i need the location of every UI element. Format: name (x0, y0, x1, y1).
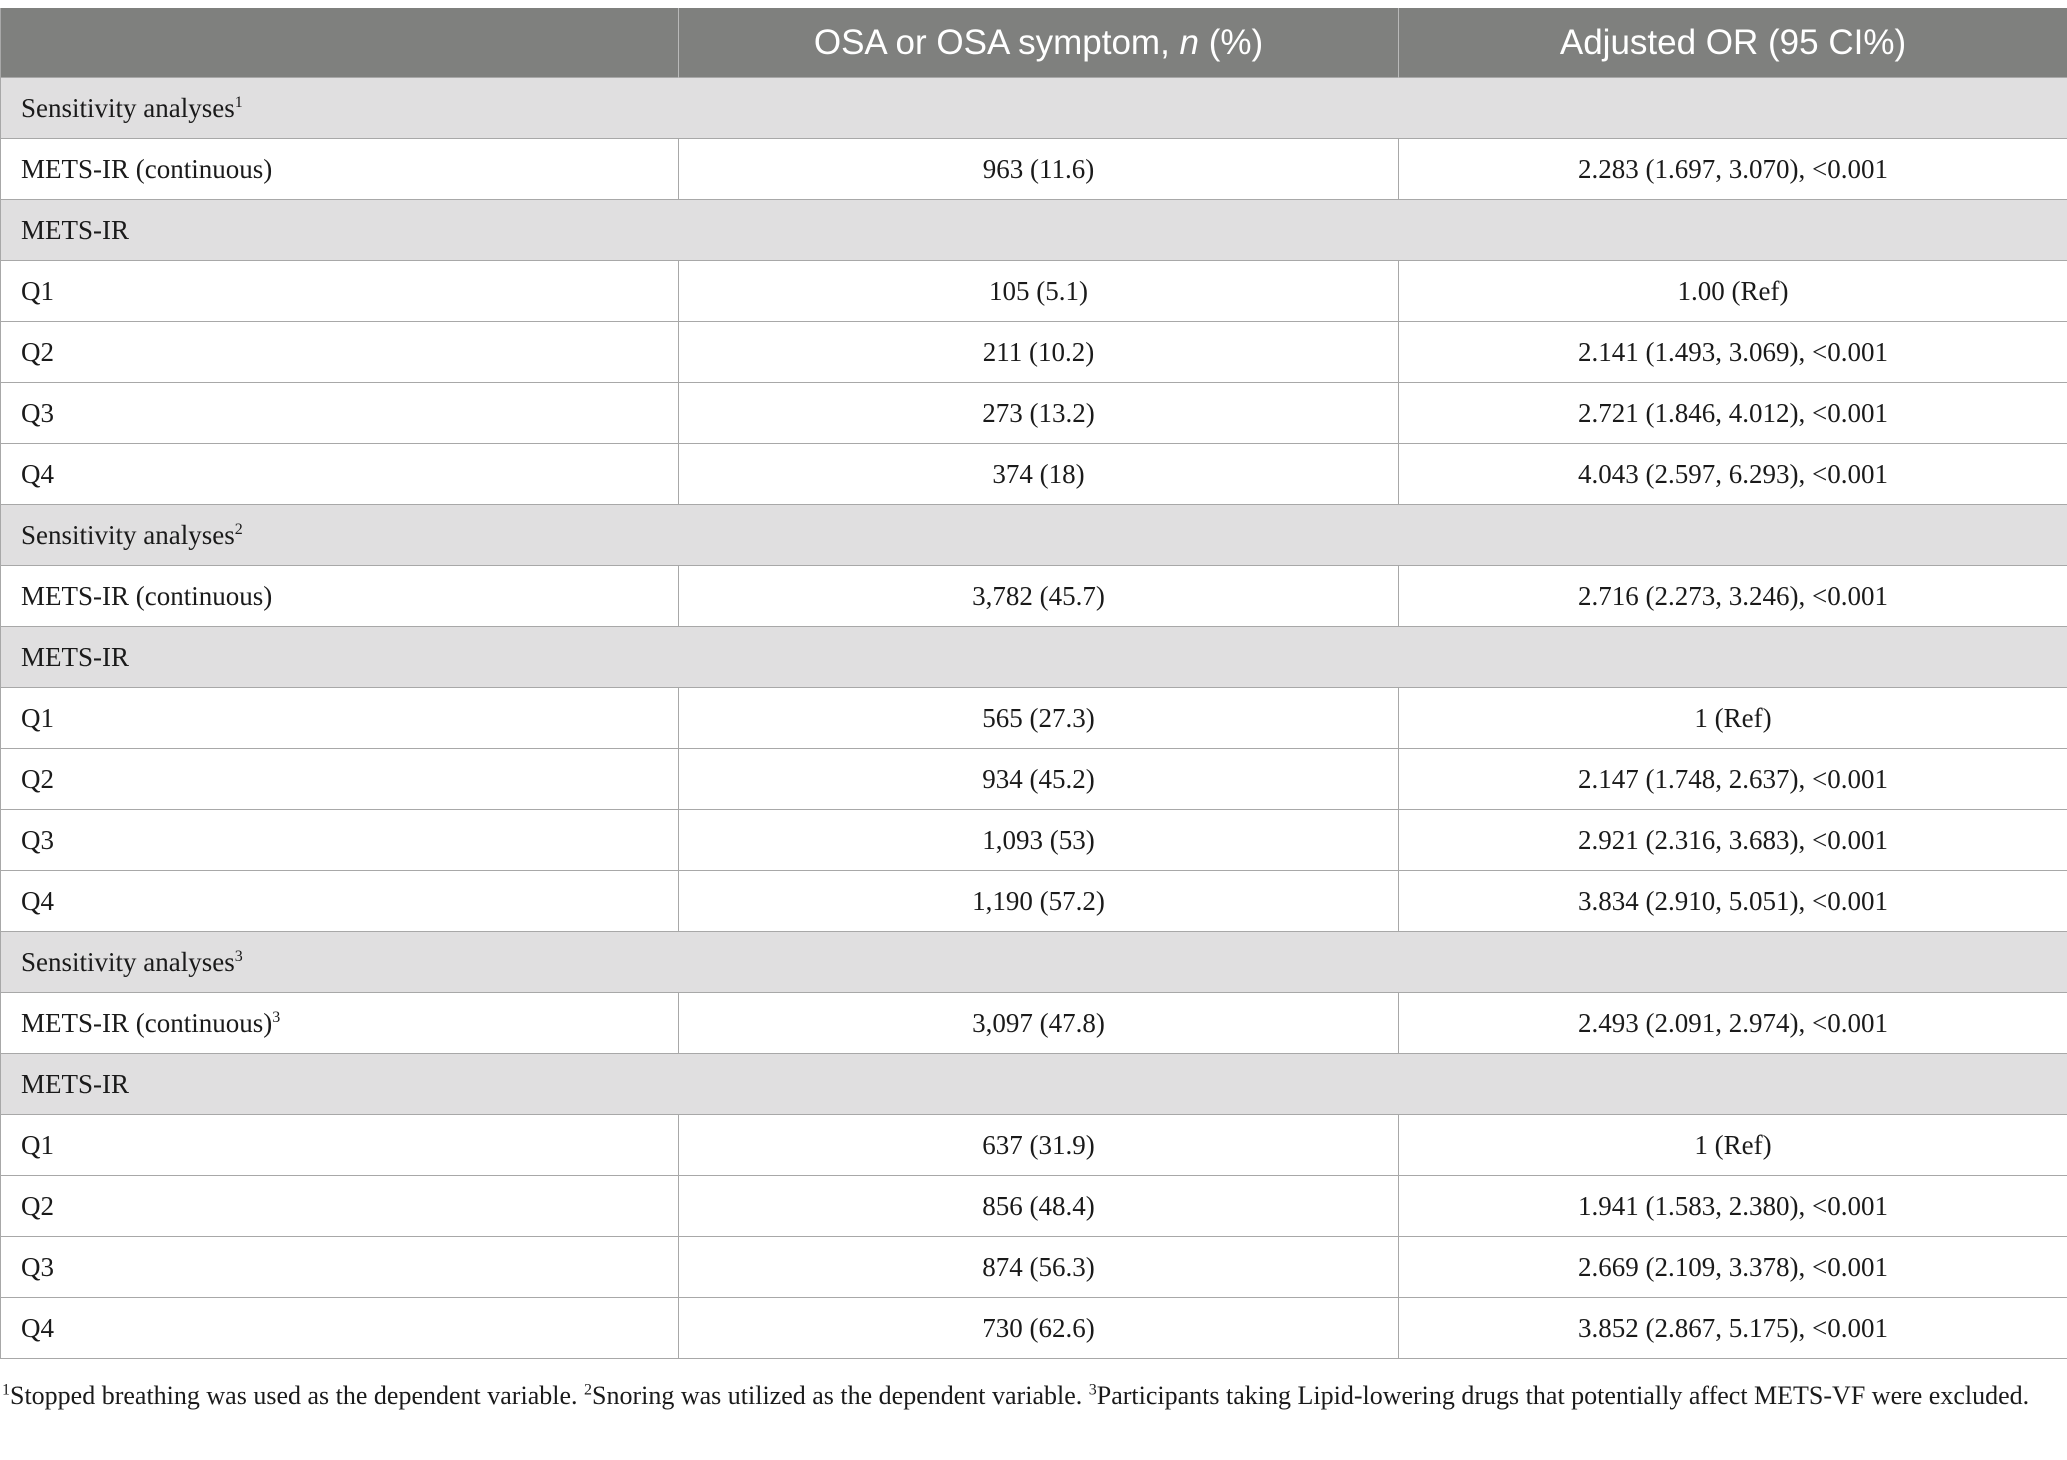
row-label-text: Q4 (21, 458, 54, 489)
table-body (1, 78, 2067, 1359)
row-label (1, 1115, 679, 1176)
header-osa-suffix: (%) (1198, 22, 1264, 62)
table-footnote (0, 1376, 2042, 1415)
row-label-text: METS-IR (21, 641, 129, 672)
table-header (1, 8, 2067, 78)
section-row (1, 200, 2067, 261)
section-row (1, 932, 2067, 993)
row-label-text: METS-IR (21, 214, 129, 245)
adjusted-or-cell: 2.921 (2.316, 3.683), <0.001 (1399, 810, 2067, 871)
footnote-marker: 1 (2, 1381, 10, 1399)
row-label (1, 566, 679, 627)
adjusted-or-cell: 1.941 (1.583, 2.380), <0.001 (1399, 1176, 2067, 1237)
osa-count-cell: 3,782 (45.7) (679, 566, 1399, 627)
row-label-text: Q4 (21, 1312, 54, 1343)
adjusted-or-cell: 2.141 (1.493, 3.069), <0.001 (1399, 322, 2067, 383)
adjusted-or-cell: 1 (Ref) (1399, 688, 2067, 749)
results-table-container (0, 8, 2067, 1359)
section-label (1, 627, 2067, 688)
table-row (1, 383, 2067, 444)
row-label-text: METS-IR (21, 1068, 129, 1099)
osa-count-cell: 963 (11.6) (679, 139, 1399, 200)
row-label-text: Q3 (21, 824, 54, 855)
table-row (1, 1237, 2067, 1298)
section-label (1, 505, 2067, 566)
table-row (1, 139, 2067, 200)
adjusted-or-cell: 3.834 (2.910, 5.051), <0.001 (1399, 871, 2067, 932)
table-row (1, 688, 2067, 749)
footnote-marker: 3 (1088, 1381, 1097, 1399)
row-label (1, 444, 679, 505)
row-label-text: METS-IR (continuous) (21, 1007, 273, 1038)
row-label-text: Q1 (21, 1129, 54, 1160)
row-label-text: Q1 (21, 702, 54, 733)
header-adjusted-or: Adjusted OR (95 CI%) (1399, 8, 2067, 78)
osa-count-cell: 374 (18) (679, 444, 1399, 505)
row-label-superscript: 1 (234, 93, 243, 111)
table-row (1, 1176, 2067, 1237)
row-label-text: Q2 (21, 1190, 54, 1221)
osa-count-cell: 1,093 (53) (679, 810, 1399, 871)
osa-count-cell: 856 (48.4) (679, 1176, 1399, 1237)
row-label-text: Sensitivity analyses (21, 519, 235, 550)
table-row (1, 993, 2067, 1054)
table-row (1, 1115, 2067, 1176)
section-row (1, 627, 2067, 688)
row-label-text: Q1 (21, 275, 54, 306)
section-label (1, 1054, 2067, 1115)
row-label (1, 261, 679, 322)
row-label (1, 1237, 679, 1298)
adjusted-or-cell: 2.716 (2.273, 3.246), <0.001 (1399, 566, 2067, 627)
row-label-text: METS-IR (continuous) (21, 153, 273, 184)
row-label (1, 383, 679, 444)
osa-count-cell: 637 (31.9) (679, 1115, 1399, 1176)
header-osa-count (679, 8, 1399, 78)
row-label-superscript: 3 (272, 1008, 281, 1026)
osa-count-cell: 3,097 (47.8) (679, 993, 1399, 1054)
osa-count-cell: 1,190 (57.2) (679, 871, 1399, 932)
table-row (1, 566, 2067, 627)
adjusted-or-cell: 3.852 (2.867, 5.175), <0.001 (1399, 1298, 2067, 1359)
table-row (1, 749, 2067, 810)
row-label (1, 810, 679, 871)
row-label-text: Q2 (21, 763, 54, 794)
row-label (1, 749, 679, 810)
footnote-text: Participants taking Lipid-lowering drugs that potentially affect METS-VF were excluded. (1096, 1381, 2030, 1410)
row-label (1, 139, 679, 200)
row-label (1, 993, 679, 1054)
section-label (1, 932, 2067, 993)
table-row (1, 322, 2067, 383)
osa-count-cell: 273 (13.2) (679, 383, 1399, 444)
row-label-superscript: 2 (234, 520, 243, 538)
adjusted-or-cell: 2.669 (2.109, 3.378), <0.001 (1399, 1237, 2067, 1298)
osa-count-cell: 934 (45.2) (679, 749, 1399, 810)
osa-count-cell: 730 (62.6) (679, 1298, 1399, 1359)
footnote-marker: 2 (584, 1381, 592, 1399)
osa-count-cell: 565 (27.3) (679, 688, 1399, 749)
row-label (1, 1298, 679, 1359)
row-label-text: Q4 (21, 885, 54, 916)
table-row (1, 261, 2067, 322)
section-label (1, 200, 2067, 261)
section-row (1, 1054, 2067, 1115)
table-row (1, 1298, 2067, 1359)
table-row (1, 444, 2067, 505)
osa-count-cell: 211 (10.2) (679, 322, 1399, 383)
section-label (1, 78, 2067, 139)
row-label (1, 1176, 679, 1237)
row-label (1, 871, 679, 932)
footnote-text: Snoring was utilized as the dependent variable. (592, 1381, 1089, 1410)
row-label (1, 688, 679, 749)
header-osa-n: n (1179, 22, 1199, 62)
row-label-text: Sensitivity analyses (21, 946, 235, 977)
sensitivity-analysis-table (0, 8, 2067, 1359)
header-osa-prefix: OSA or OSA symptom, (813, 22, 1180, 62)
adjusted-or-cell: 2.493 (2.091, 2.974), <0.001 (1399, 993, 2067, 1054)
osa-count-cell: 105 (5.1) (679, 261, 1399, 322)
adjusted-or-cell: 2.283 (1.697, 3.070), <0.001 (1399, 139, 2067, 200)
table-row (1, 810, 2067, 871)
table-row (1, 871, 2067, 932)
adjusted-or-cell: 1 (Ref) (1399, 1115, 2067, 1176)
header-variable (1, 8, 679, 78)
section-row (1, 78, 2067, 139)
header-row (1, 8, 2067, 78)
row-label-text: METS-IR (continuous) (21, 580, 273, 611)
section-row (1, 505, 2067, 566)
adjusted-or-cell: 2.147 (1.748, 2.637), <0.001 (1399, 749, 2067, 810)
row-label-text: Q3 (21, 397, 54, 428)
adjusted-or-cell: 2.721 (1.846, 4.012), <0.001 (1399, 383, 2067, 444)
row-label-text: Q2 (21, 336, 54, 367)
adjusted-or-cell: 4.043 (2.597, 6.293), <0.001 (1399, 444, 2067, 505)
osa-count-cell: 874 (56.3) (679, 1237, 1399, 1298)
row-label-text: Sensitivity analyses (21, 92, 235, 123)
row-label-superscript: 3 (234, 947, 243, 965)
adjusted-or-cell: 1.00 (Ref) (1399, 261, 2067, 322)
footnote-text: Stopped breathing was used as the dependent variable. (10, 1381, 584, 1410)
row-label-text: Q3 (21, 1251, 54, 1282)
row-label (1, 322, 679, 383)
